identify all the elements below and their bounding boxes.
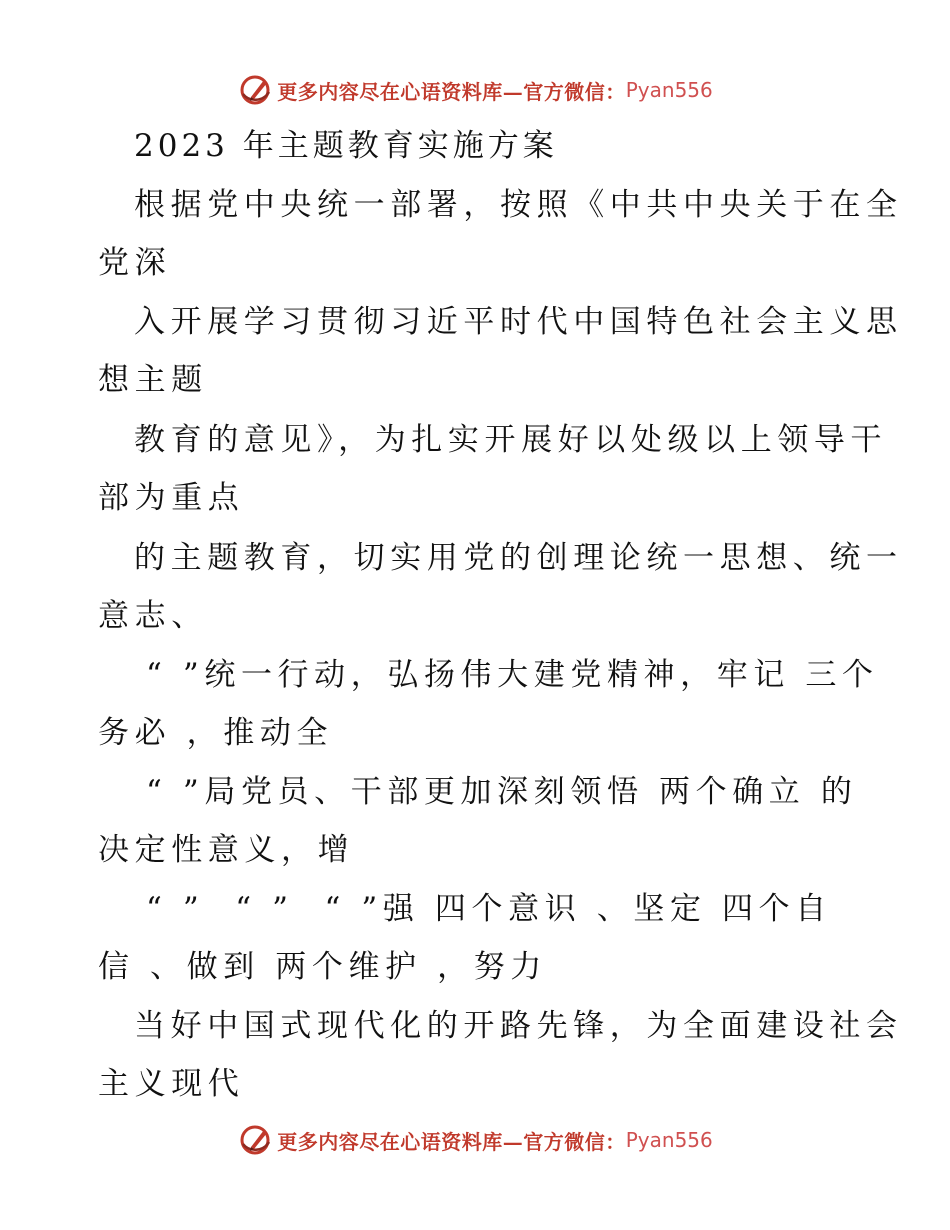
- paragraph-line: 的主题教育，切实用党的创理论统一思想、统一: [134, 540, 903, 576]
- watermark-wechat-id: Pyan556: [625, 1128, 713, 1152]
- header-watermark: [0, 70, 950, 110]
- pen-swirl-logo-icon: [237, 1122, 273, 1158]
- paragraph-line: 党深: [98, 245, 172, 281]
- paragraph-line: 主义现代: [98, 1066, 245, 1102]
- document-title: 2023 年主题教育实施方案: [134, 128, 558, 164]
- paragraph-line: 教育的意见》，为扎实开展好以处级以上领导干: [134, 422, 888, 458]
- footer-watermark: [0, 1120, 950, 1160]
- paragraph-line: 务必 ，推动全: [98, 715, 334, 751]
- paragraph-line: 入开展学习贯彻习近平时代中国特色社会主义思: [134, 304, 903, 340]
- paragraph-line: 根据党中央统一部署，按照《中共中央关于在全: [134, 187, 903, 223]
- watermark-wechat-id: Pyan556: [625, 78, 713, 102]
- paragraph-line: 意志、: [98, 598, 208, 634]
- paragraph-line: “ ”局党员、干部更加深刻领悟 两个确立 的: [146, 774, 858, 810]
- pen-swirl-logo-icon: [237, 72, 273, 108]
- paragraph-line: “ ” “ ” “ ”强 四个意识 、坚定 四个自: [146, 891, 832, 927]
- paragraph-line: 信 、做到 两个维护 ，努力: [98, 949, 547, 985]
- paragraph-line: 决定性意义，增: [98, 832, 355, 868]
- paragraph-line: “ ”统一行动，弘扬伟大建党精神，牢记 三个: [146, 657, 879, 693]
- paragraph-line: 部为重点: [98, 480, 245, 516]
- watermark-text: 更多内容尽在心语资料库—官方微信：: [277, 79, 626, 104]
- watermark-text: 更多内容尽在心语资料库—官方微信：: [277, 1129, 626, 1154]
- paragraph-line: 想主题: [98, 362, 208, 398]
- paragraph-line: 当好中国式现代化的开路先锋，为全面建设社会: [134, 1008, 903, 1044]
